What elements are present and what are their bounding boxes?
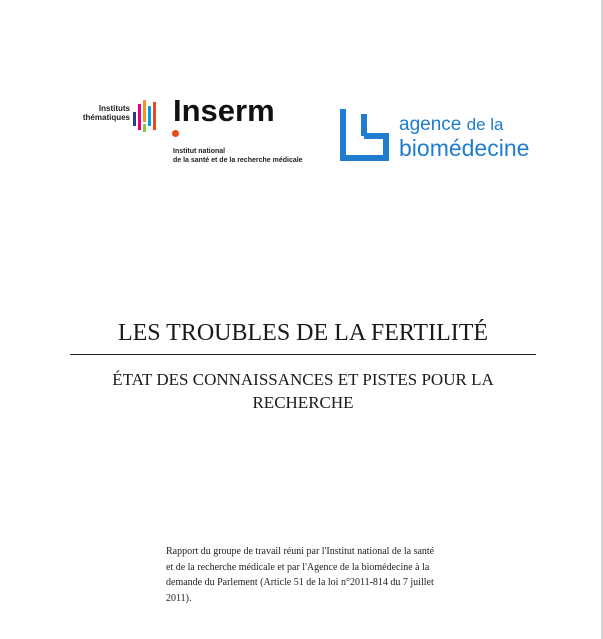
instituts-line2: thématiques — [82, 113, 130, 122]
bar-6 — [143, 124, 146, 132]
agence-word: agence — [399, 114, 462, 135]
agence-biomedecine-logo — [340, 106, 540, 166]
instituts-thematiques-label — [70, 104, 130, 122]
bar-5 — [153, 102, 156, 130]
bar-2 — [138, 104, 141, 130]
inserm-logo — [70, 93, 320, 170]
de-la-word: de la — [466, 115, 504, 134]
document-title: LES TROUBLES DE LA FERTILITÉ — [117, 320, 489, 346]
bar-4 — [148, 106, 151, 126]
biomedecine-word: biomédecine — [399, 135, 530, 161]
document-subtitle: ÉTAT DES CONNAISSANCES ET PISTES POUR LA RECHERCHE — [112, 370, 494, 412]
bar-1 — [133, 112, 136, 126]
inserm-subtitle — [173, 147, 303, 165]
inserm-wordmark: Inserm — [173, 93, 275, 128]
report-note: Rapport du groupe de travail réuni par l'Institut national de la santé et de la recherche médicale et par l'Agence de la biomédecine à la demande du Parlement (Article 51 de la loi n°2011-814 du 7 juillet 2011). — [166, 546, 435, 604]
inserm-subtitle-line1: Institut national — [173, 148, 226, 155]
agence-biomedecine-text — [399, 114, 529, 160]
instituts-line1: Instituts — [98, 104, 130, 113]
inserm-subtitle-line2: de la santé et de la recherche médicale — [173, 157, 303, 164]
instituts-bars-icon — [133, 100, 159, 132]
inserm-dot-icon — [172, 130, 179, 137]
bar-3 — [143, 100, 146, 122]
agence-biomedecine-mark-icon — [340, 106, 392, 164]
title-divider — [70, 354, 536, 355]
